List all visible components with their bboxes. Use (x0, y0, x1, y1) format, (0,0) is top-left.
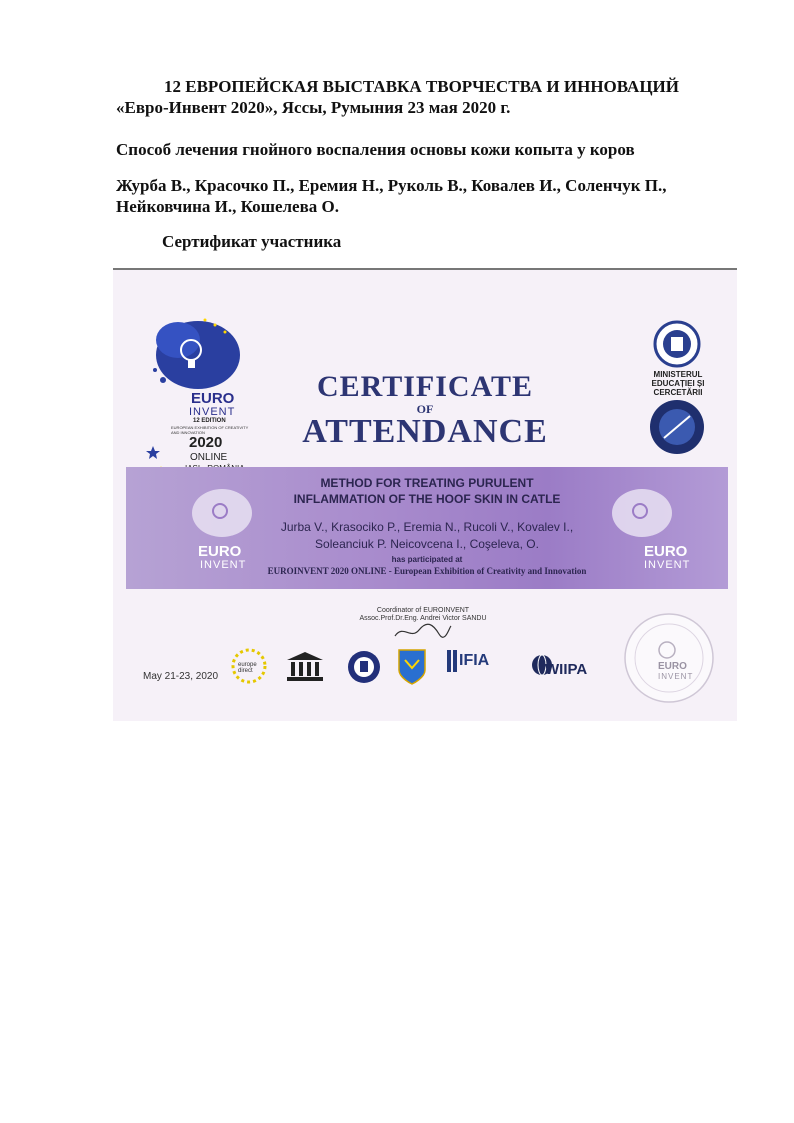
coordinator-name: Assoc.Prof.Dr.Eng. Andrei Victor SANDU (359, 615, 487, 622)
euroinvent-stamp-icon (621, 610, 717, 706)
logo-subtitle: EUROPEAN EXHIBITION OF CREATIVITY AND INNOVATION (171, 425, 249, 435)
ifia-logo-text: IFIA (459, 652, 490, 669)
europe-direct-text: europe direct (238, 662, 257, 674)
project-authors-line1: Jurba V., Krasociko P., Eremia N., Rucoli V., Kovalev I., (280, 520, 574, 534)
university-columns-logo-icon (285, 650, 325, 684)
project-authors (126, 519, 728, 553)
certificate-label: Сертификат участника (162, 232, 342, 251)
ifia-mark-icon (447, 650, 459, 672)
authors-line1: Журба В., Красочко П., Еремия Н., Руколь В., Ковалев И., Соленчук П., (116, 176, 667, 195)
wipa-logo-text: WIIPA (545, 661, 588, 678)
logo-euro: EURO (191, 390, 235, 407)
certificate-title-of: OF (416, 402, 434, 416)
concept-seal-icon (648, 398, 706, 456)
ministry-line3: CERCETĂRII (653, 388, 703, 397)
logo-year: 2020 (189, 434, 223, 451)
coat-of-arms-logo-icon (397, 648, 427, 686)
ministry-seal-icon (653, 320, 701, 368)
coordinator-role: Coordinator of EUROINVENT (376, 607, 470, 614)
logo-online: ONLINE (190, 452, 228, 463)
ministry-text (633, 370, 723, 397)
certificate-image (113, 268, 737, 721)
stamp-euro: EURO (658, 661, 687, 672)
project-title-line2: INFLAMMATION OF THE HOOF SKIN IN CATLE (293, 492, 561, 506)
event-heading-line1: 12 ЕВРОПЕЙСКАЯ ВЫСТАВКА ТВОРЧЕСТВА И ИННОВАЦИЙ (164, 77, 679, 96)
authors-line2: Нейковчина И., Кошелева О. (116, 197, 340, 216)
certificate-title-line1: CERTIFICATE (316, 370, 534, 403)
invention-title: Способ лечения гнойного воспаления основы кожи копыта у коров (116, 140, 635, 159)
logo-edition: 12 EDITION (193, 418, 226, 424)
project-title-line1: METHOD FOR TREATING PURULENT (320, 476, 534, 490)
banner-left-invent: INVENT (200, 559, 247, 571)
signature-icon (393, 620, 453, 642)
participated-text: has participated at (391, 555, 463, 564)
stamp-invent: INVENT (658, 672, 694, 681)
certificate-title-line2: ATTENDANCE (302, 413, 548, 450)
project-title (126, 475, 728, 507)
certificate-date: May 21-23, 2020 (143, 671, 219, 682)
banner-right-euro: EURO (644, 543, 688, 560)
academy-seal-logo-icon (347, 650, 381, 684)
banner-right-invent: INVENT (644, 559, 691, 571)
event-heading-line2: «Евро-Инвент 2020», Яссы, Румыния 23 мая 2020 г. (116, 98, 511, 117)
event-text: EUROINVENT 2020 ONLINE - European Exhibition of Creativity and Innovation (267, 566, 587, 576)
ministry-line2: EDUCAȚIEI ȘI (651, 379, 705, 388)
ministry-line1: MINISTERUL (653, 370, 703, 379)
banner-left-euro: EURO (198, 543, 242, 560)
project-authors-line2: Soleanciuk P. Neicovcena I., Coşeleva, O. (315, 537, 539, 551)
project-banner (126, 467, 728, 589)
logo-invent: INVENT (189, 406, 236, 418)
